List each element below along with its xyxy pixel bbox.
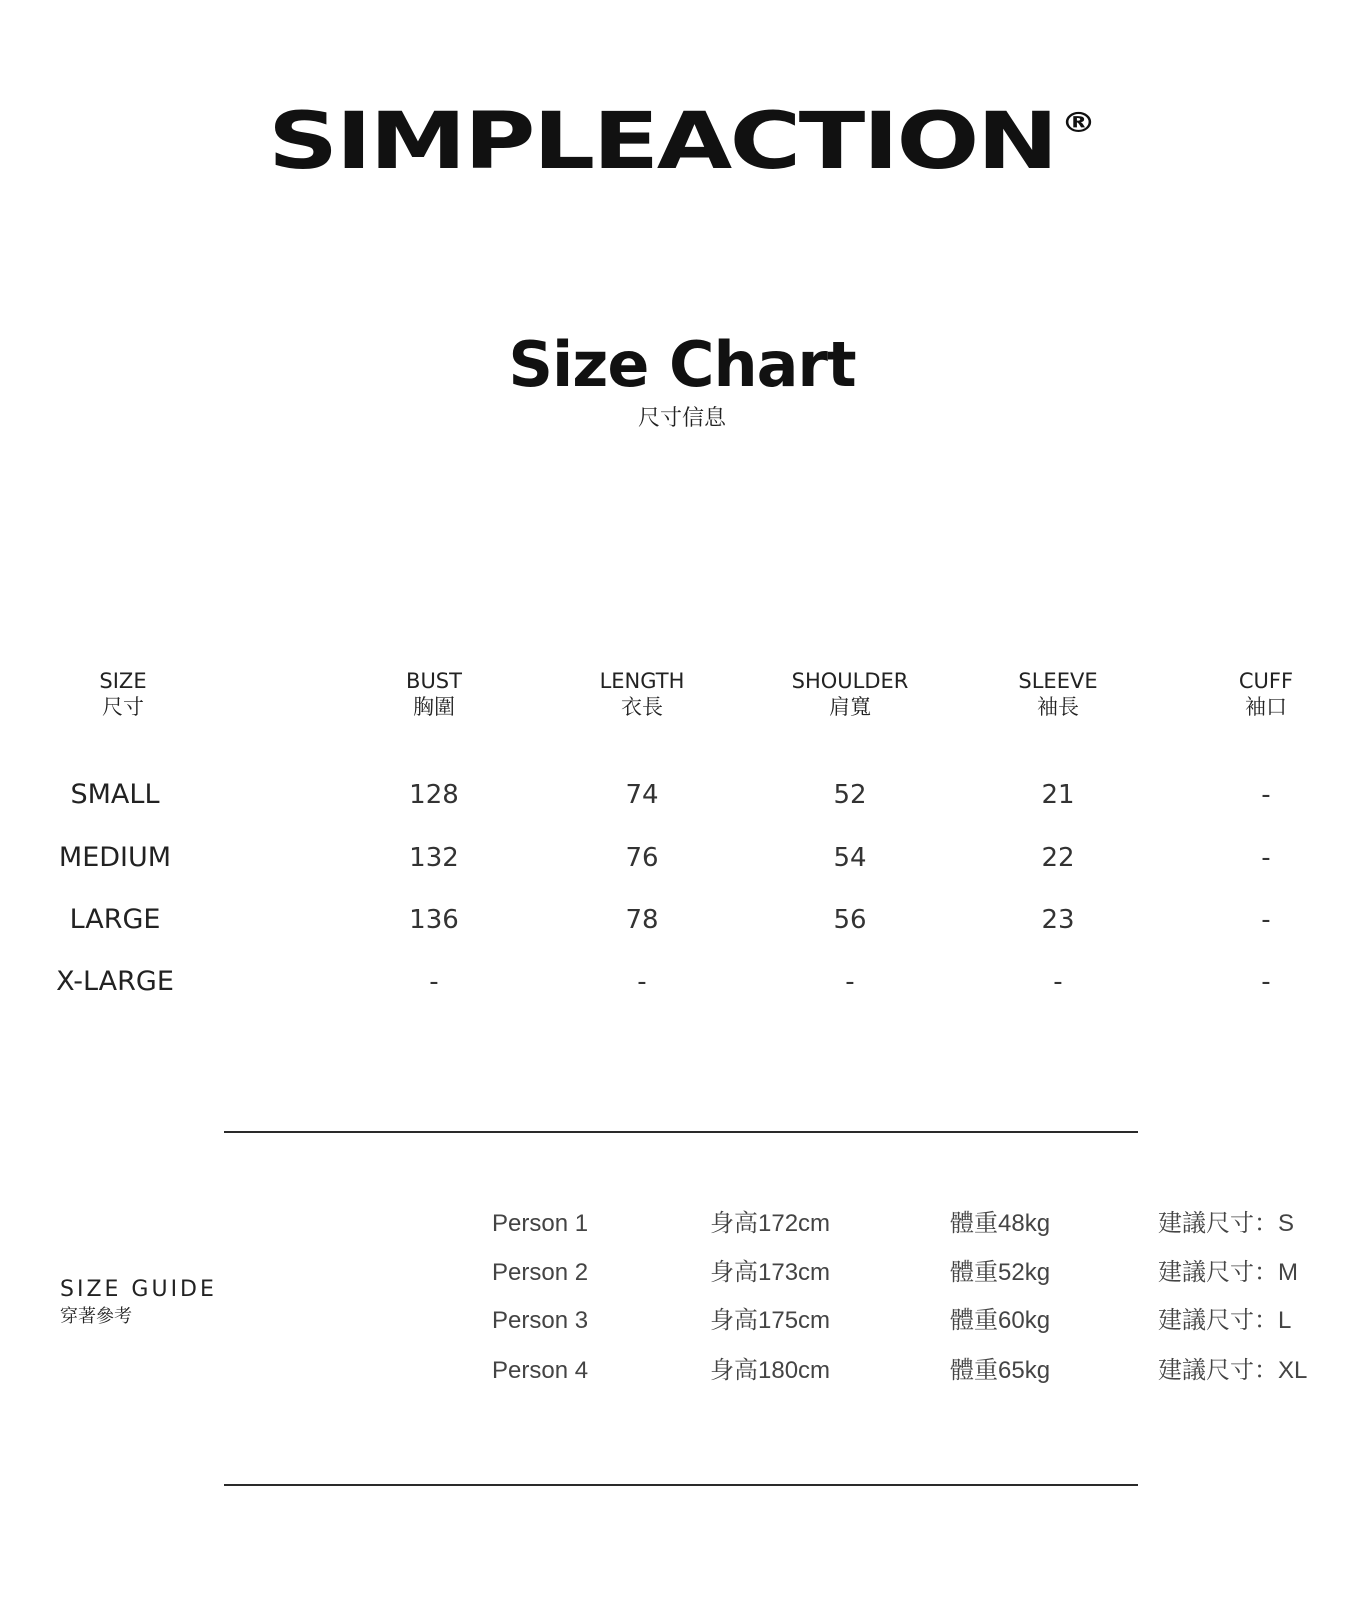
shoulder-value: 54 xyxy=(833,843,867,873)
person-name: Person 4 xyxy=(492,1357,589,1384)
column-header-en: CUFF xyxy=(1238,669,1294,693)
column-header-shoulder xyxy=(750,668,950,720)
column-header-sleeve xyxy=(958,668,1158,720)
person-name: Person 2 xyxy=(492,1259,589,1286)
length-value: 74 xyxy=(625,780,659,810)
column-header-length xyxy=(542,668,742,720)
size-label: X-LARGE xyxy=(56,966,174,997)
shoulder-value: 52 xyxy=(833,780,867,810)
column-header-zh: 衣長 xyxy=(621,695,663,719)
size-label: LARGE xyxy=(69,904,161,935)
person-name: Person 3 xyxy=(492,1307,589,1334)
length-value: 78 xyxy=(625,905,659,935)
recommend-label: 建議尺寸： xyxy=(1158,1259,1278,1286)
column-header-zh: 袖口 xyxy=(1245,695,1287,719)
recommended-size: S xyxy=(1278,1210,1295,1237)
person-weight: 體重60kg xyxy=(950,1307,1051,1334)
sleeve-value: 21 xyxy=(1041,780,1075,810)
column-header-en: SHOULDER xyxy=(791,669,909,693)
person-weight: 體重48kg xyxy=(950,1210,1051,1237)
person-height: 身高175cm xyxy=(710,1307,831,1334)
shoulder-value: - xyxy=(845,967,855,997)
page-subtitle: 尺寸信息 xyxy=(637,406,726,431)
bust-value: 136 xyxy=(409,905,459,935)
size-label: SMALL xyxy=(70,779,160,810)
recommend-label: 建議尺寸： xyxy=(1158,1210,1278,1237)
recommended-size: XL xyxy=(1278,1357,1308,1384)
column-header-size xyxy=(23,668,223,720)
registered-mark: ® xyxy=(1061,106,1097,139)
column-header-en: SIZE xyxy=(99,669,147,693)
recommend-label: 建議尺寸： xyxy=(1158,1357,1278,1384)
brand-name: SIMPLEACTION xyxy=(267,97,1057,187)
cuff-value: - xyxy=(1261,780,1271,810)
column-header-zh: 尺寸 xyxy=(102,695,144,719)
size-guide-subtitle: 穿著參考 xyxy=(60,1306,132,1327)
column-header-en: BUST xyxy=(406,669,462,693)
person-weight: 體重65kg xyxy=(950,1357,1051,1384)
brand-logo xyxy=(0,78,1364,187)
sleeve-value: 22 xyxy=(1041,843,1075,873)
sleeve-value: 23 xyxy=(1041,905,1075,935)
column-header-cuff xyxy=(1166,668,1364,720)
bust-value: 132 xyxy=(409,843,459,873)
recommend-label: 建議尺寸： xyxy=(1158,1307,1278,1334)
bust-value: - xyxy=(429,967,439,997)
person-height: 身高172cm xyxy=(710,1210,831,1237)
person-weight: 體重52kg xyxy=(950,1259,1051,1286)
column-header-bust xyxy=(334,668,534,720)
cuff-value: - xyxy=(1261,967,1271,997)
person-height: 身高180cm xyxy=(710,1357,831,1384)
column-header-zh: 肩寬 xyxy=(829,695,871,719)
column-header-en: SLEEVE xyxy=(1018,669,1098,693)
divider-bottom xyxy=(224,1484,1138,1486)
person-name: Person 1 xyxy=(492,1210,589,1237)
person-height: 身高173cm xyxy=(710,1259,831,1286)
bust-value: 128 xyxy=(409,780,459,810)
column-header-zh: 胸圍 xyxy=(413,695,455,719)
column-header-en: LENGTH xyxy=(599,669,685,693)
size-label: MEDIUM xyxy=(58,842,172,873)
recommended-size: L xyxy=(1278,1307,1292,1334)
length-value: - xyxy=(637,967,647,997)
recommended-size: M xyxy=(1278,1259,1298,1286)
sleeve-value: - xyxy=(1053,967,1063,997)
cuff-value: - xyxy=(1261,905,1271,935)
length-value: 76 xyxy=(625,843,659,873)
shoulder-value: 56 xyxy=(833,905,867,935)
cuff-value: - xyxy=(1261,843,1271,873)
divider-top xyxy=(224,1131,1138,1133)
page-title: Size Chart xyxy=(508,328,856,401)
size-guide-title: SIZE GUIDE xyxy=(60,1277,217,1302)
column-header-zh: 袖長 xyxy=(1037,695,1079,719)
